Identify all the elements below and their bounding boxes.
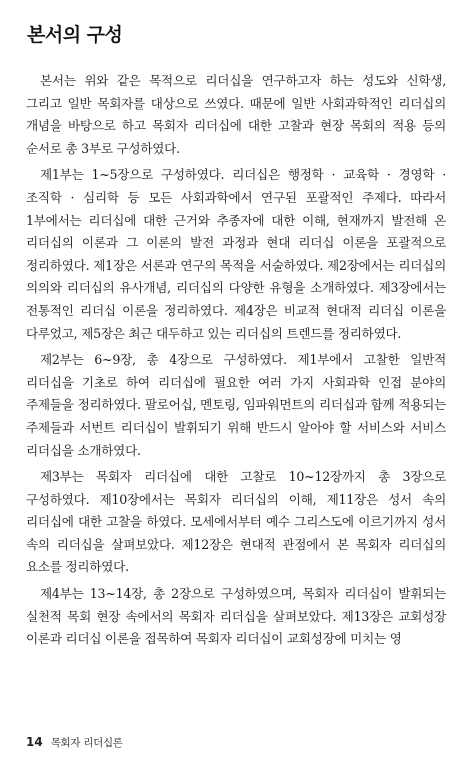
paragraph-part2: 제2부는 6~9장, 총 4장으로 구성하였다. 제1부에서 고찰한 일반적 리더십을 기초로 하여 리더십에 필요한 여러 가지 사회과학 인접 분야의 주제들을 정리하였다. 팔로어십, 멘토링, 임파워먼트의 리더십과 함께 적용되는 주제들과 서번트 리더십이 발휘되기 위해 반드시 알아야 할 서비스와 서비스 리더십을 소개하였다. bbox=[26, 352, 446, 458]
paragraph-part1: 제1부는 1~5장으로 구성하였다. 리더십은 행정학 · 교육학 · 경영학 · 조직학 · 심리학 등 모든 사회과학에서 연구된 포괄적인 주제다. 따라서 1부에서는 리더십에 대한 근거와 추종자에 대한 이해, 현재까지 발전해 온 리더십의 이론과 그 이론의 발전 과정과 현대 리더십 이론을 포괄적으로 정리하였다. 제1장은 서론과 연구의 목적을 서술하였다. 제2장에서는 리더십의 의의와 리더십의 유사개념, 리더십의 다양한 유형을 소개하였다. 제3장에서는 전통적인 리더십 이론을 정리하였다. 제4장은 비교적 현대적 리더십 이론을 다루었고, 제5장은 최근 대두하고 있는 리더십의 트렌드를 정리하였다. bbox=[26, 167, 446, 341]
paragraph-intro: 본서는 위와 같은 목적으로 리더십을 연구하고자 하는 성도와 신학생, 그리고 일반 목회자를 대상으로 쓰였다. 때문에 일반 사회과학적인 리더십의 개념을 바탕으로 하고 목회자 리더십에 대한 고찰과 현장 목회의 적용 등의 순서로 총 3부로 구성하였다. bbox=[26, 73, 446, 156]
page-footer bbox=[26, 735, 123, 751]
page-number: 14 bbox=[26, 735, 43, 749]
paragraph-part4: 제4부는 13~14장, 총 2장으로 구성하였으며, 목회자 리더십이 발휘되는 실천적 목회 현장 속에서의 목회자 리더십을 살펴보았다. 제13장은 교회성장 이론과 리더십 이론을 접목하여 목회자 리더십이 교회성장에 미치는 영 bbox=[26, 586, 446, 647]
body-text bbox=[26, 70, 446, 655]
section-heading: 본서의 구성 bbox=[27, 24, 123, 46]
running-title: 목회자 리더십론 bbox=[50, 737, 123, 749]
paragraph-part3: 제3부는 목회자 리더십에 대한 고찰로 10~12장까지 총 3장으로 구성하였다. 제10장에서는 목회자 리더십의 이해, 제11장은 성서 속의 리더십에 대한 고찰을 하였다. 모세에서부터 예수 그리스도에 이르기까지 성서 속의 리더십을 살펴보았다. 제12장은 현대적 관점에서 본 목회자 리더십의 요소를 정리하였다. bbox=[26, 469, 446, 575]
